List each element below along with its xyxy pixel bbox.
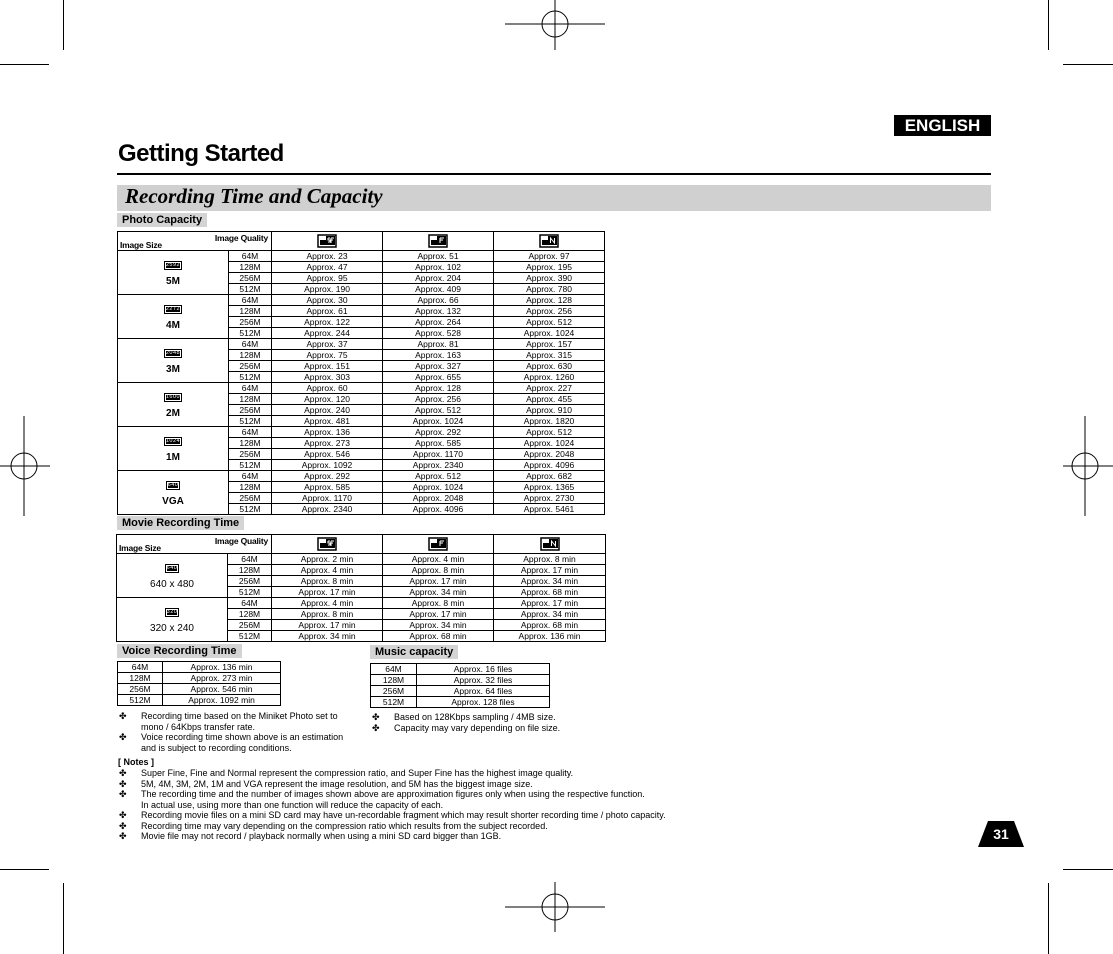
fine-value: Approx. 68 min (383, 631, 494, 642)
note-text: The recording time and the number of images shown above are approximation figures only when using the respective function. (141, 789, 645, 799)
header-corner-cell (117, 535, 272, 554)
card-size-cell: 256M (118, 684, 163, 695)
fine-value: Approx. 327 (383, 361, 494, 372)
normal-value: Approx. 630 (494, 361, 605, 372)
card-size-cell: 512M (229, 460, 272, 471)
quality-header-cell (494, 535, 606, 554)
notes-heading: [ Notes ] (118, 757, 154, 767)
note-text: Capacity may vary depending on file size. (394, 722, 561, 733)
value-cell: Approx. 16 files (417, 664, 550, 675)
card-size-cell: 128M (229, 394, 272, 405)
super-fine-value: Approx. 4 min (272, 565, 383, 576)
normal-value: Approx. 4096 (494, 460, 605, 471)
super-fine-icon (317, 234, 337, 248)
super-fine-value: Approx. 30 (272, 295, 383, 306)
super-fine-value: Approx. 1092 (272, 460, 383, 471)
note-text: mono / 64Kbps transfer rate. (141, 721, 256, 732)
music-capacity-heading: Music capacity (370, 645, 458, 659)
card-size-cell: 64M (229, 339, 272, 350)
fine-value: Approx. 264 (383, 317, 494, 328)
resolution-badge: 2592 (165, 262, 181, 268)
note-text: and is subject to recording conditions. (141, 742, 292, 753)
bullet-icon: ✤ (119, 711, 127, 721)
value-cell: Approx. 546 min (163, 684, 281, 695)
super-fine-value: Approx. 4 min (272, 598, 383, 609)
resolution-label: 640 x 480 (150, 579, 194, 590)
table-row (371, 664, 550, 675)
fine-value: Approx. 51 (383, 251, 494, 262)
movie-recording-table (116, 534, 606, 642)
normal-value: Approx. 1260 (494, 372, 605, 383)
table-row (118, 695, 281, 706)
bullet-icon: ✤ (119, 831, 127, 841)
normal-value: Approx. 910 (494, 405, 605, 416)
resolution-label: 3M (166, 364, 180, 375)
card-size-cell: 512M (371, 697, 417, 708)
note-text: Recording time based on the Miniket Photo set to (141, 711, 338, 721)
normal-value: Approx. 157 (494, 339, 605, 350)
table-row (118, 339, 605, 350)
fine-value: Approx. 81 (383, 339, 494, 350)
super-fine-value: Approx. 136 (272, 427, 383, 438)
value-cell: Approx. 64 files (417, 686, 550, 697)
resolution-badge: 2272 (165, 306, 181, 312)
fine-value: Approx. 163 (383, 350, 494, 361)
card-size-cell: 256M (229, 361, 272, 372)
image-size-cell (117, 598, 228, 642)
value-cell: Approx. 1092 min (163, 695, 281, 706)
title-rule (117, 173, 991, 175)
bullet-icon: ✤ (119, 778, 127, 789)
table-header-row (118, 232, 605, 251)
normal-value: Approx. 455 (494, 394, 605, 405)
image-size-cell (118, 295, 229, 339)
normal-value: Approx. 68 min (494, 587, 606, 598)
card-size-cell: 64M (229, 295, 272, 306)
resolution-badge: 640 (167, 482, 179, 488)
fine-value: Approx. 8 min (383, 565, 494, 576)
fine-value: Approx. 1024 (383, 482, 494, 493)
super-fine-value: Approx. 2 min (272, 554, 383, 565)
table-row (118, 673, 281, 684)
fine-value: Approx. 17 min (383, 609, 494, 620)
fine-value: Approx. 512 (383, 405, 494, 416)
resolution-label: 2M (166, 408, 180, 419)
image-size-cell (117, 554, 228, 598)
fine-value: Approx. 256 (383, 394, 494, 405)
resolution-label: VGA (162, 496, 184, 507)
fine-value: Approx. 292 (383, 427, 494, 438)
super-fine-value: Approx. 244 (272, 328, 383, 339)
resolution-badge: 1600 (165, 394, 181, 400)
normal-value: Approx. 2048 (494, 449, 605, 460)
card-size-cell: 256M (371, 686, 417, 697)
normal-value: Approx. 682 (494, 471, 605, 482)
card-size-cell: 256M (229, 405, 272, 416)
normal-value: Approx. 5461 (494, 504, 605, 515)
image-size-cell (118, 383, 229, 427)
note-text: Voice recording time shown above is an estimation (141, 732, 344, 742)
fine-value: Approx. 2048 (383, 493, 494, 504)
card-size-cell: 512M (229, 372, 272, 383)
normal-value: Approx. 17 min (494, 565, 606, 576)
super-fine-value: Approx. 47 (272, 262, 383, 273)
fine-value: Approx. 1024 (383, 416, 494, 427)
super-fine-value: Approx. 151 (272, 361, 383, 372)
quality-header-cell (383, 535, 494, 554)
card-size-cell: 64M (229, 471, 272, 482)
value-cell: Approx. 273 min (163, 673, 281, 684)
bullet-icon: ✤ (119, 810, 127, 820)
normal-value: Approx. 34 min (494, 609, 606, 620)
value-cell: Approx. 128 files (417, 697, 550, 708)
fine-value: Approx. 4 min (383, 554, 494, 565)
normal-value: Approx. 256 (494, 306, 605, 317)
value-cell: Approx. 32 files (417, 675, 550, 686)
normal-value: Approx. 512 (494, 427, 605, 438)
table-row (371, 686, 550, 697)
fine-value: Approx. 2340 (383, 460, 494, 471)
image-size-cell (118, 251, 229, 295)
table-row (118, 295, 605, 306)
section-title: Recording Time and Capacity (125, 184, 383, 208)
super-fine-value: Approx. 303 (272, 372, 383, 383)
super-fine-value: Approx. 95 (272, 273, 383, 284)
bullet-icon: ✤ (119, 789, 127, 799)
resolution-badge: 320 (166, 609, 178, 615)
normal-value: Approx. 195 (494, 262, 605, 273)
fine-value: Approx. 66 (383, 295, 494, 306)
super-fine-value: Approx. 2340 (272, 504, 383, 515)
card-size-cell: 512M (229, 504, 272, 515)
fine-value: Approx. 512 (383, 471, 494, 482)
normal-value: Approx. 227 (494, 383, 605, 394)
quality-header-cell (383, 232, 494, 251)
bullet-icon: ✤ (372, 722, 380, 733)
image-quality-label: Image Quality (214, 536, 268, 546)
music-capacity-table (370, 663, 550, 708)
card-size-cell: 128M (229, 350, 272, 361)
normal-icon (539, 234, 559, 248)
fine-icon (428, 537, 448, 551)
note-text: In actual use, using more than one function will reduce the capacity of each. (141, 799, 444, 810)
table-row (118, 684, 281, 695)
registration-mark-top (505, 0, 605, 50)
normal-value: Approx. 512 (494, 317, 605, 328)
super-fine-value: Approx. 240 (272, 405, 383, 416)
table-row (118, 427, 605, 438)
fine-value: Approx. 34 min (383, 620, 494, 631)
header-corner-cell (118, 232, 272, 251)
resolution-label: 5M (166, 276, 180, 287)
card-size-cell: 128M (229, 306, 272, 317)
image-size-cell (118, 427, 229, 471)
normal-value: Approx. 780 (494, 284, 605, 295)
bullet-icon: ✤ (372, 712, 380, 722)
note-text: Movie file may not record / playback normally when using a mini SD card bigger than 1GB. (141, 831, 502, 841)
fine-value: Approx. 204 (383, 273, 494, 284)
super-fine-value: Approx. 60 (272, 383, 383, 394)
normal-value: Approx. 136 min (494, 631, 606, 642)
card-size-cell: 128M (228, 565, 272, 576)
normal-value: Approx. 1024 (494, 328, 605, 339)
normal-value: Approx. 1365 (494, 482, 605, 493)
card-size-cell: 512M (229, 416, 272, 427)
card-size-cell: 256M (229, 493, 272, 504)
note-text: Recording movie files on a mini SD card may have un-recordable fragment which may result shorter recording time / photo capacity. (141, 810, 666, 820)
registration-mark-bottom (505, 882, 605, 932)
normal-value: Approx. 17 min (494, 598, 606, 609)
note-text: Super Fine, Fine and Normal represent the compression ratio, and Super Fine has the highest image quality. (141, 768, 574, 778)
fine-icon (428, 234, 448, 248)
image-quality-label: Image Quality (214, 233, 268, 243)
card-size-cell: 512M (118, 695, 163, 706)
fine-value: Approx. 1170 (383, 449, 494, 460)
movie-recording-heading: Movie Recording Time (117, 516, 244, 530)
note-text: Recording time may vary depending on the compression ratio which results from the subject recorded. (141, 820, 548, 831)
normal-value: Approx. 2730 (494, 493, 605, 504)
resolution-label: 1M (166, 452, 180, 463)
page-number (978, 821, 1024, 847)
table-row (118, 383, 605, 394)
crop-mark (63, 0, 64, 50)
card-size-cell: 128M (229, 438, 272, 449)
super-fine-value: Approx. 546 (272, 449, 383, 460)
normal-icon (540, 537, 560, 551)
super-fine-value: Approx. 481 (272, 416, 383, 427)
card-size-cell: 128M (118, 673, 163, 684)
fine-value: Approx. 17 min (383, 576, 494, 587)
bullet-icon: ✤ (119, 820, 127, 831)
quality-header-cell (272, 232, 383, 251)
table-row (118, 471, 605, 482)
image-size-label: Image Size (119, 543, 161, 553)
card-size-cell: 128M (371, 675, 417, 686)
card-size-cell: 256M (229, 273, 272, 284)
normal-value: Approx. 8 min (494, 554, 606, 565)
normal-value: Approx. 390 (494, 273, 605, 284)
card-size-cell: 64M (229, 427, 272, 438)
table-row (117, 554, 606, 565)
normal-value: Approx. 68 min (494, 620, 606, 631)
fine-value: Approx. 34 min (383, 587, 494, 598)
card-size-cell: 64M (229, 383, 272, 394)
crop-mark (1048, 0, 1049, 50)
super-fine-value: Approx. 75 (272, 350, 383, 361)
voice-recording-table (117, 661, 281, 706)
super-fine-value: Approx. 292 (272, 471, 383, 482)
fine-value: Approx. 585 (383, 438, 494, 449)
table-header-row (117, 535, 606, 554)
normal-value: Approx. 97 (494, 251, 605, 262)
card-size-cell: 512M (229, 328, 272, 339)
table-row (371, 697, 550, 708)
super-fine-value: Approx. 8 min (272, 576, 383, 587)
normal-value: Approx. 1820 (494, 416, 605, 427)
super-fine-value: Approx. 585 (272, 482, 383, 493)
resolution-label: 4M (166, 320, 180, 331)
card-size-cell: 64M (118, 662, 163, 673)
super-fine-value: Approx. 61 (272, 306, 383, 317)
note-text: Based on 128Kbps sampling / 4MB size. (394, 712, 556, 722)
crop-mark (0, 869, 49, 870)
card-size-cell: 64M (229, 251, 272, 262)
crop-mark (63, 883, 64, 954)
super-fine-value: Approx. 34 min (272, 631, 383, 642)
super-fine-value: Approx. 17 min (272, 587, 383, 598)
fine-value: Approx. 528 (383, 328, 494, 339)
fine-value: Approx. 8 min (383, 598, 494, 609)
bullet-icon: ✤ (119, 732, 127, 742)
value-cell: Approx. 136 min (163, 662, 281, 673)
photo-capacity-heading: Photo Capacity (117, 213, 207, 227)
super-fine-value: Approx. 1170 (272, 493, 383, 504)
note-text: 5M, 4M, 3M, 2M, 1M and VGA represent the image resolution, and 5M has the biggest image size. (141, 778, 533, 789)
quality-header-cell (272, 535, 383, 554)
card-size-cell: 128M (228, 609, 272, 620)
fine-value: Approx. 655 (383, 372, 494, 383)
card-size-cell: 256M (229, 317, 272, 328)
crop-mark (1063, 64, 1113, 65)
photo-capacity-table (117, 231, 605, 515)
card-size-cell: 256M (229, 449, 272, 460)
table-row (118, 251, 605, 262)
fine-value: Approx. 128 (383, 383, 494, 394)
crop-mark (1063, 869, 1113, 870)
super-fine-value: Approx. 37 (272, 339, 383, 350)
image-size-label: Image Size (120, 240, 162, 250)
page-title: Getting Started (118, 140, 284, 167)
resolution-badge: 2048 (165, 350, 181, 356)
card-size-cell: 64M (371, 664, 417, 675)
card-size-cell: 64M (228, 554, 272, 565)
resolution-badge: 1024 (165, 438, 181, 444)
crop-mark (0, 64, 49, 65)
resolution-badge: 640 (166, 565, 178, 571)
super-fine-value: Approx. 122 (272, 317, 383, 328)
image-size-cell (118, 471, 229, 515)
fine-value: Approx. 4096 (383, 504, 494, 515)
page-number-text: 31 (993, 826, 1009, 842)
super-fine-value: Approx. 23 (272, 251, 383, 262)
normal-value: Approx. 128 (494, 295, 605, 306)
super-fine-value: Approx. 8 min (272, 609, 383, 620)
bullet-icon: ✤ (119, 768, 127, 778)
image-size-cell (118, 339, 229, 383)
table-row (118, 662, 281, 673)
crop-mark (1048, 883, 1049, 954)
card-size-cell: 128M (229, 262, 272, 273)
fine-value: Approx. 102 (383, 262, 494, 273)
super-fine-icon (317, 537, 337, 551)
super-fine-value: Approx. 17 min (272, 620, 383, 631)
super-fine-value: Approx. 190 (272, 284, 383, 295)
card-size-cell: 64M (228, 598, 272, 609)
normal-value: Approx. 315 (494, 350, 605, 361)
language-badge: ENGLISH (894, 115, 991, 136)
card-size-cell: 128M (229, 482, 272, 493)
registration-mark-right (1063, 416, 1113, 516)
card-size-cell: 256M (228, 620, 272, 631)
super-fine-value: Approx. 273 (272, 438, 383, 449)
fine-value: Approx. 132 (383, 306, 494, 317)
normal-value: Approx. 1024 (494, 438, 605, 449)
card-size-cell: 256M (228, 576, 272, 587)
card-size-cell: 512M (228, 631, 272, 642)
super-fine-value: Approx. 120 (272, 394, 383, 405)
quality-header-cell (494, 232, 605, 251)
normal-value: Approx. 34 min (494, 576, 606, 587)
card-size-cell: 512M (229, 284, 272, 295)
card-size-cell: 512M (228, 587, 272, 598)
table-row (117, 598, 606, 609)
fine-value: Approx. 409 (383, 284, 494, 295)
registration-mark-left (0, 416, 50, 516)
table-row (371, 675, 550, 686)
resolution-label: 320 x 240 (150, 623, 194, 634)
voice-recording-heading: Voice Recording Time (117, 644, 242, 658)
